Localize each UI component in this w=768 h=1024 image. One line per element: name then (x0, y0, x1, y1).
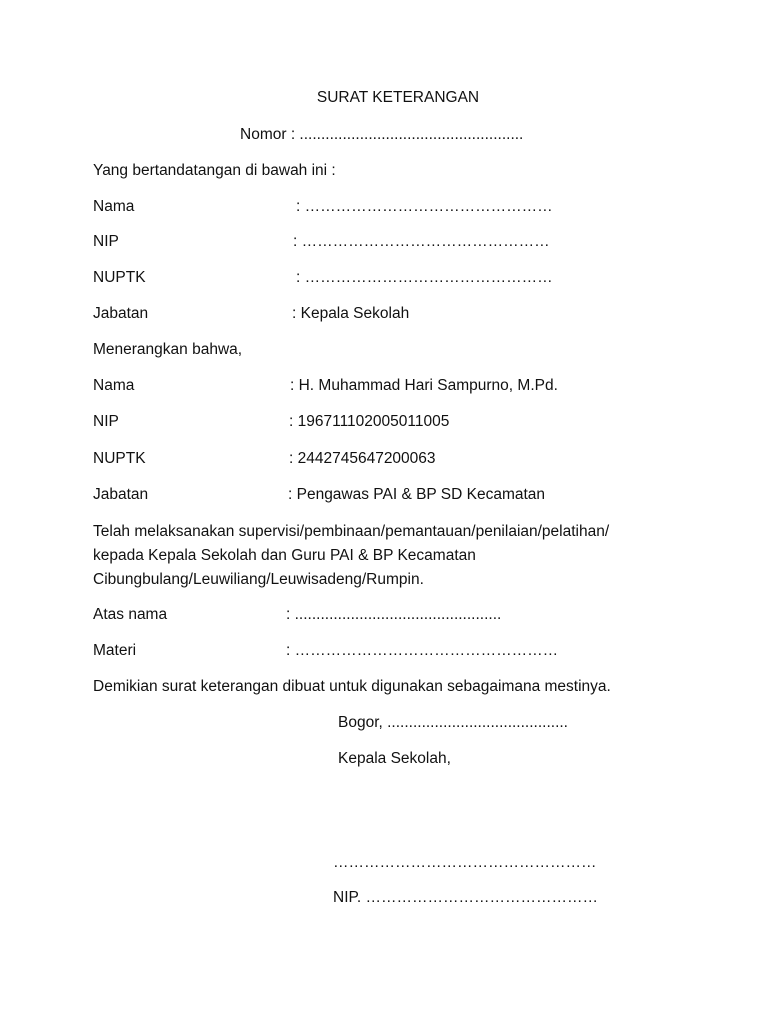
subject-nip-label: NIP (93, 413, 119, 430)
document-number: Nomor : .................................................... (240, 126, 524, 143)
signer-nuptk-value: : ………………………………………… (296, 269, 553, 286)
subject-name-label: Nama (93, 377, 135, 394)
signer-name-value: : ………………………………………… (296, 198, 553, 215)
body-paragraph-line: Telah melaksanakan supervisi/pembinaan/pemantauan/penilaian/pelatihan/ (93, 523, 610, 540)
signer-position-value: : Kepala Sekolah (292, 305, 410, 322)
signer-nuptk-label: NUPTK (93, 269, 146, 286)
subject-position-label: Jabatan (93, 486, 149, 503)
body-paragraph-line: kepada Kepala Sekolah dan Guru PAI & BP Kecamatan (93, 547, 476, 564)
signer-nip-value: : ………………………………………… (293, 233, 550, 250)
subject-nuptk-value: : 2442745647200063 (289, 450, 436, 467)
on-behalf-value: : ................................................ (286, 606, 502, 623)
subject-nip-value: : 196711102005011005 (289, 413, 450, 430)
subject-nuptk-label: NUPTK (93, 450, 146, 467)
closing-text: Demikian surat keterangan dibuat untuk digunakan sebagaimana mestinya. (93, 678, 611, 695)
signer-nip-line: NIP. ……………………………………… (333, 889, 598, 906)
material-value: : …………………………………………… (286, 642, 559, 659)
material-label: Materi (93, 642, 137, 659)
signature-line: …………………………………………… (333, 854, 597, 871)
place-date: Bogor, .......................................... (338, 714, 568, 731)
signer-position-label: Jabatan (93, 305, 149, 322)
subject-name-value: : H. Muhammad Hari Sampurno, M.Pd. (290, 377, 558, 394)
on-behalf-label: Atas nama (93, 606, 168, 623)
intro-text: Yang bertandatangan di bawah ini : (93, 162, 336, 179)
body-paragraph (93, 520, 693, 592)
signer-nip-label: NIP (93, 233, 119, 250)
signer-name-label: Nama (93, 198, 135, 215)
document-title: SURAT KETERANGAN (316, 89, 480, 106)
subject-position-value: : Pengawas PAI & BP SD Kecamatan (288, 486, 546, 503)
explains-text: Menerangkan bahwa, (93, 341, 243, 358)
body-paragraph-line: Cibungbulang/Leuwiliang/Leuwisadeng/Rumpin. (93, 571, 424, 588)
signer-position-title: Kepala Sekolah, (338, 750, 451, 767)
